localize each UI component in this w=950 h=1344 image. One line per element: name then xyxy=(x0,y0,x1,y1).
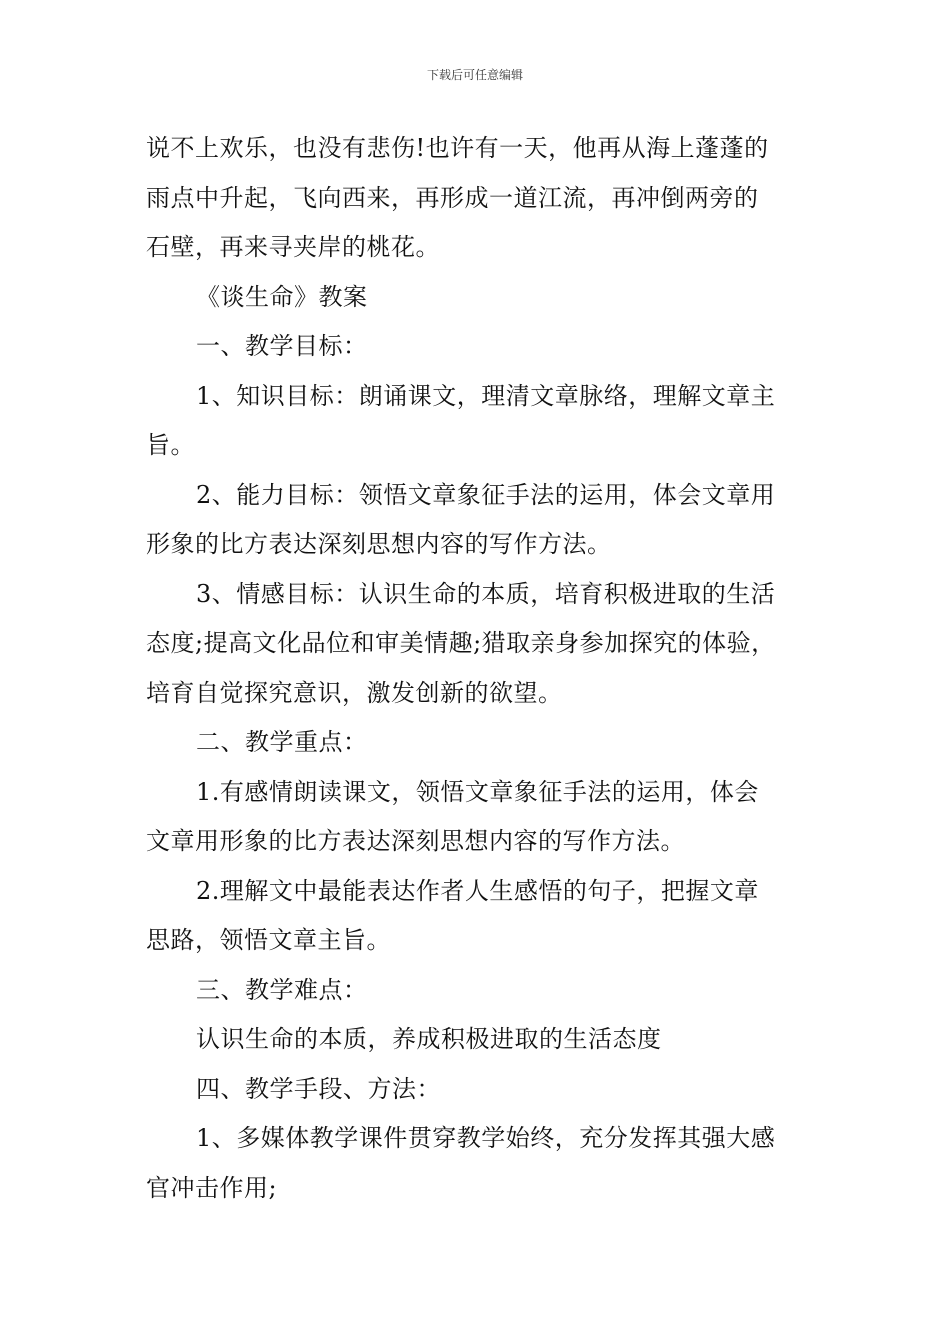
text-line: 态度;提高文化品位和审美情趣;猎取亲身参加探究的体验， xyxy=(146,629,776,657)
text-line: 四、教学手段、方法： xyxy=(196,1074,441,1103)
text-line: 培育自觉探究意识，激发创新的欲望。 xyxy=(146,678,563,707)
text-line: 文章用形象的比方表达深刻思想内容的写作方法。 xyxy=(146,827,685,855)
text-line: 1.有感情朗读课文，领悟文章象征手法的运用，体会 xyxy=(196,777,759,806)
text-line: 石壁，再来寻夹岸的桃花。 xyxy=(146,233,440,261)
text-line: 认识生命的本质，养成积极进取的生活态度 xyxy=(196,1025,662,1053)
text-line: 旨。 xyxy=(146,431,195,459)
text-line: 2、能力目标：领悟文章象征手法的运用，体会文章用 xyxy=(196,480,776,509)
text-line: 雨点中升起，飞向西来，再形成一道江流，再冲倒两旁的 xyxy=(146,183,759,212)
text-line: 2.理解文中最能表达作者人生感悟的句子，把握文章 xyxy=(196,876,759,905)
text-line: 1、多媒体教学课件贯穿教学始终，充分发挥其强大感 xyxy=(196,1124,776,1152)
text-line: 官冲击作用; xyxy=(146,1173,278,1202)
text-line: 一、教学目标： xyxy=(196,332,368,360)
text-line: 形象的比方表达深刻思想内容的写作方法。 xyxy=(146,530,612,558)
text-line: 1、知识目标：朗诵课文，理清文章脉络，理解文章主 xyxy=(196,381,776,410)
text-line: 二、教学重点： xyxy=(196,728,368,756)
text-line: 思路，领悟文章主旨。 xyxy=(146,926,391,954)
page-header: 下载后可任意编辑 xyxy=(426,68,523,82)
text-line: 3、情感目标：认识生命的本质，培育积极进取的生活 xyxy=(196,579,776,608)
document-body xyxy=(146,124,814,1213)
text-line: 《谈生命》教案 xyxy=(196,282,368,311)
text-line: 说不上欢乐，也没有悲伤!也许有一天，他再从海上蓬蓬的 xyxy=(146,134,769,162)
text-line: 三、教学难点： xyxy=(196,975,368,1004)
